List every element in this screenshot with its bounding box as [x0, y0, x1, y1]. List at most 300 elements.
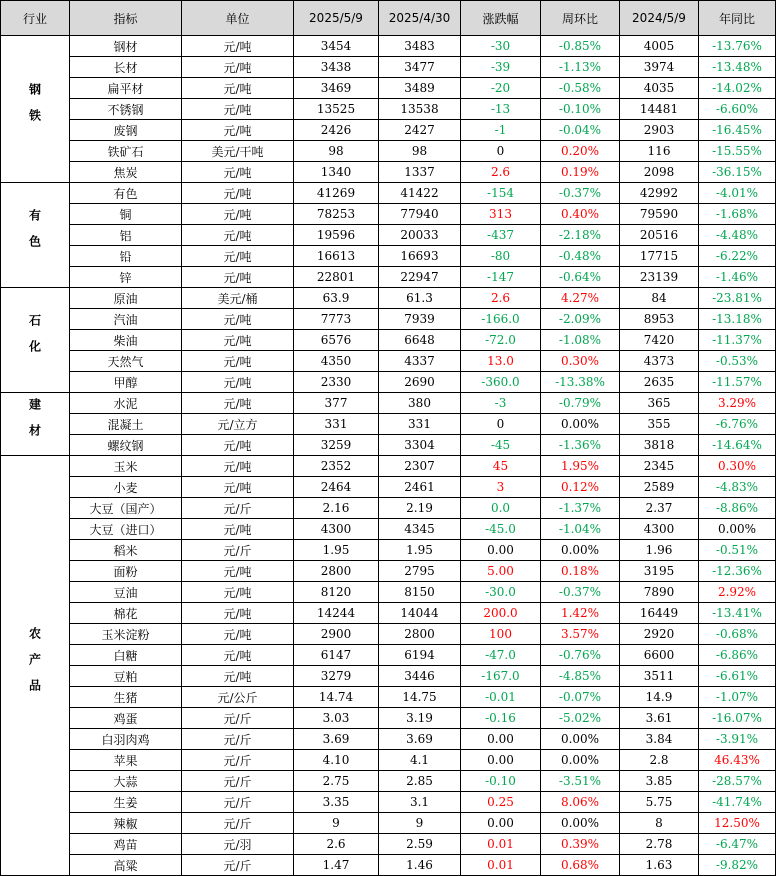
- previous-value-cell: 6194: [379, 645, 461, 666]
- current-value-cell: 13525: [294, 99, 379, 120]
- current-value-cell: 63.9: [294, 288, 379, 309]
- indicator-cell: 混凝土: [70, 414, 182, 435]
- category-cell: 有色: [1, 183, 70, 288]
- previous-value-cell: 2690: [379, 372, 461, 393]
- last-year-value-cell: 3.84: [620, 729, 699, 750]
- previous-value-cell: 6648: [379, 330, 461, 351]
- indicator-cell: 有色: [70, 183, 182, 204]
- current-value-cell: 7773: [294, 309, 379, 330]
- last-year-value-cell: 2.8: [620, 750, 699, 771]
- category-cell: 钢铁: [1, 36, 70, 183]
- indicator-cell: 天然气: [70, 351, 182, 372]
- table-row: [1, 708, 776, 729]
- year-over-year-value-cell: 12.50%: [699, 813, 776, 834]
- unit-cell: 元/吨: [182, 330, 294, 351]
- week-over-week-value-cell: 0.00%: [541, 750, 620, 771]
- change-value-cell: -166.0: [461, 309, 541, 330]
- current-value-cell: 1.95: [294, 540, 379, 561]
- year-over-year-value-cell: -4.48%: [699, 225, 776, 246]
- change-value-cell: -30.0: [461, 582, 541, 603]
- unit-cell: 元/吨: [182, 99, 294, 120]
- week-over-week-value-cell: 0.18%: [541, 561, 620, 582]
- current-value-cell: 4.10: [294, 750, 379, 771]
- previous-value-cell: 380: [379, 393, 461, 414]
- unit-cell: 元/吨: [182, 624, 294, 645]
- indicator-cell: 面粉: [70, 561, 182, 582]
- week-over-week-value-cell: 3.57%: [541, 624, 620, 645]
- indicator-cell: 豆油: [70, 582, 182, 603]
- current-value-cell: 1.47: [294, 855, 379, 876]
- change-value-cell: 0.00: [461, 750, 541, 771]
- change-value-cell: 2.6: [461, 162, 541, 183]
- table-row: [1, 183, 776, 204]
- change-value-cell: -1: [461, 120, 541, 141]
- unit-cell: 元/斤: [182, 771, 294, 792]
- change-value-cell: -437: [461, 225, 541, 246]
- indicator-cell: 鸡蛋: [70, 708, 182, 729]
- unit-cell: 元/吨: [182, 351, 294, 372]
- last-year-value-cell: 23139: [620, 267, 699, 288]
- year-over-year-value-cell: -28.57%: [699, 771, 776, 792]
- change-value-cell: -80: [461, 246, 541, 267]
- last-year-value-cell: 2.78: [620, 834, 699, 855]
- current-value-cell: 4300: [294, 519, 379, 540]
- current-value-cell: 14244: [294, 603, 379, 624]
- change-value-cell: 0.0: [461, 498, 541, 519]
- table-row: [1, 582, 776, 603]
- previous-value-cell: 14.75: [379, 687, 461, 708]
- header-cell-current-date: 2025/5/9: [294, 1, 379, 36]
- week-over-week-value-cell: -1.37%: [541, 498, 620, 519]
- current-value-cell: 6576: [294, 330, 379, 351]
- week-over-week-value-cell: -0.37%: [541, 582, 620, 603]
- indicator-cell: 柴油: [70, 330, 182, 351]
- year-over-year-value-cell: -41.74%: [699, 792, 776, 813]
- unit-cell: 元/吨: [182, 309, 294, 330]
- change-value-cell: 3: [461, 477, 541, 498]
- last-year-value-cell: 2635: [620, 372, 699, 393]
- week-over-week-value-cell: -0.07%: [541, 687, 620, 708]
- header-cell-unit: 单位: [182, 1, 294, 36]
- year-over-year-value-cell: 46.43%: [699, 750, 776, 771]
- year-over-year-value-cell: 3.29%: [699, 393, 776, 414]
- table-row: [1, 477, 776, 498]
- year-over-year-value-cell: 0.00%: [699, 519, 776, 540]
- change-value-cell: -45: [461, 435, 541, 456]
- table-row: [1, 351, 776, 372]
- change-value-cell: -45.0: [461, 519, 541, 540]
- year-over-year-value-cell: -13.76%: [699, 36, 776, 57]
- previous-value-cell: 3483: [379, 36, 461, 57]
- indicator-cell: 玉米淀粉: [70, 624, 182, 645]
- current-value-cell: 19596: [294, 225, 379, 246]
- year-over-year-value-cell: 2.92%: [699, 582, 776, 603]
- unit-cell: 元/吨: [182, 393, 294, 414]
- year-over-year-value-cell: -14.02%: [699, 78, 776, 99]
- last-year-value-cell: 2589: [620, 477, 699, 498]
- unit-cell: 元/吨: [182, 645, 294, 666]
- current-value-cell: 377: [294, 393, 379, 414]
- last-year-value-cell: 116: [620, 141, 699, 162]
- week-over-week-value-cell: -0.04%: [541, 120, 620, 141]
- unit-cell: 元/吨: [182, 582, 294, 603]
- current-value-cell: 2800: [294, 561, 379, 582]
- week-over-week-value-cell: -1.13%: [541, 57, 620, 78]
- change-value-cell: -30: [461, 36, 541, 57]
- table-row: [1, 603, 776, 624]
- indicator-cell: 铁矿石: [70, 141, 182, 162]
- unit-cell: 元/斤: [182, 855, 294, 876]
- previous-value-cell: 7939: [379, 309, 461, 330]
- week-over-week-value-cell: 1.42%: [541, 603, 620, 624]
- current-value-cell: 3454: [294, 36, 379, 57]
- last-year-value-cell: 3818: [620, 435, 699, 456]
- table-row: [1, 519, 776, 540]
- last-year-value-cell: 14.9: [620, 687, 699, 708]
- year-over-year-value-cell: -1.68%: [699, 204, 776, 225]
- previous-value-cell: 13538: [379, 99, 461, 120]
- last-year-value-cell: 42992: [620, 183, 699, 204]
- indicator-cell: 小麦: [70, 477, 182, 498]
- year-over-year-value-cell: 0.30%: [699, 456, 776, 477]
- change-value-cell: 313: [461, 204, 541, 225]
- year-over-year-value-cell: -1.07%: [699, 687, 776, 708]
- last-year-value-cell: 2098: [620, 162, 699, 183]
- previous-value-cell: 2427: [379, 120, 461, 141]
- last-year-value-cell: 16449: [620, 603, 699, 624]
- last-year-value-cell: 1.96: [620, 540, 699, 561]
- change-value-cell: -72.0: [461, 330, 541, 351]
- change-value-cell: 0.25: [461, 792, 541, 813]
- previous-value-cell: 4345: [379, 519, 461, 540]
- previous-value-cell: 1.46: [379, 855, 461, 876]
- week-over-week-value-cell: -5.02%: [541, 708, 620, 729]
- indicator-cell: 生姜: [70, 792, 182, 813]
- indicator-cell: 辣椒: [70, 813, 182, 834]
- indicator-cell: 鸡苗: [70, 834, 182, 855]
- week-over-week-value-cell: -4.85%: [541, 666, 620, 687]
- unit-cell: 元/吨: [182, 372, 294, 393]
- last-year-value-cell: 4035: [620, 78, 699, 99]
- indicator-cell: 大豆（国产）: [70, 498, 182, 519]
- current-value-cell: 16613: [294, 246, 379, 267]
- table-row: [1, 729, 776, 750]
- indicator-cell: 铅: [70, 246, 182, 267]
- last-year-value-cell: 7890: [620, 582, 699, 603]
- table-row: [1, 792, 776, 813]
- previous-value-cell: 2.85: [379, 771, 461, 792]
- week-over-week-value-cell: 4.27%: [541, 288, 620, 309]
- year-over-year-value-cell: -13.18%: [699, 309, 776, 330]
- unit-cell: 元/斤: [182, 792, 294, 813]
- year-over-year-value-cell: -0.51%: [699, 540, 776, 561]
- last-year-value-cell: 3.85: [620, 771, 699, 792]
- week-over-week-value-cell: -1.08%: [541, 330, 620, 351]
- current-value-cell: 2352: [294, 456, 379, 477]
- unit-cell: 元/吨: [182, 183, 294, 204]
- change-value-cell: 13.0: [461, 351, 541, 372]
- week-over-week-value-cell: -0.48%: [541, 246, 620, 267]
- previous-value-cell: 2800: [379, 624, 461, 645]
- category-cell: 石化: [1, 288, 70, 393]
- last-year-value-cell: 3.61: [620, 708, 699, 729]
- last-year-value-cell: 79590: [620, 204, 699, 225]
- week-over-week-value-cell: -0.58%: [541, 78, 620, 99]
- last-year-value-cell: 8: [620, 813, 699, 834]
- change-value-cell: -47.0: [461, 645, 541, 666]
- last-year-value-cell: 4005: [620, 36, 699, 57]
- week-over-week-value-cell: -1.04%: [541, 519, 620, 540]
- current-value-cell: 6147: [294, 645, 379, 666]
- table-row: [1, 225, 776, 246]
- previous-value-cell: 14044: [379, 603, 461, 624]
- table-row: [1, 561, 776, 582]
- unit-cell: 元/吨: [182, 519, 294, 540]
- current-value-cell: 331: [294, 414, 379, 435]
- year-over-year-value-cell: -1.46%: [699, 267, 776, 288]
- current-value-cell: 2.6: [294, 834, 379, 855]
- previous-value-cell: 9: [379, 813, 461, 834]
- indicator-cell: 生猪: [70, 687, 182, 708]
- indicator-cell: 大豆（进口）: [70, 519, 182, 540]
- current-value-cell: 98: [294, 141, 379, 162]
- unit-cell: 元/吨: [182, 603, 294, 624]
- header-cell-last-year-date: 2024/5/9: [620, 1, 699, 36]
- indicator-cell: 原油: [70, 288, 182, 309]
- indicator-cell: 不锈钢: [70, 99, 182, 120]
- week-over-week-value-cell: 0.00%: [541, 813, 620, 834]
- previous-value-cell: 77940: [379, 204, 461, 225]
- previous-value-cell: 22947: [379, 267, 461, 288]
- last-year-value-cell: 3974: [620, 57, 699, 78]
- year-over-year-value-cell: -16.07%: [699, 708, 776, 729]
- last-year-value-cell: 84: [620, 288, 699, 309]
- unit-cell: 元/吨: [182, 225, 294, 246]
- previous-value-cell: 3489: [379, 78, 461, 99]
- last-year-value-cell: 4373: [620, 351, 699, 372]
- table-row: [1, 288, 776, 309]
- unit-cell: 元/斤: [182, 708, 294, 729]
- year-over-year-value-cell: -8.86%: [699, 498, 776, 519]
- indicator-cell: 螺纹钢: [70, 435, 182, 456]
- previous-value-cell: 3446: [379, 666, 461, 687]
- last-year-value-cell: 2920: [620, 624, 699, 645]
- week-over-week-value-cell: -0.37%: [541, 183, 620, 204]
- week-over-week-value-cell: -0.79%: [541, 393, 620, 414]
- current-value-cell: 2464: [294, 477, 379, 498]
- unit-cell: 美元/干吨: [182, 141, 294, 162]
- unit-cell: 元/吨: [182, 477, 294, 498]
- category-cell: 建材: [1, 393, 70, 456]
- week-over-week-value-cell: 0.39%: [541, 834, 620, 855]
- change-value-cell: 0: [461, 414, 541, 435]
- year-over-year-value-cell: -9.82%: [699, 855, 776, 876]
- unit-cell: 元/斤: [182, 813, 294, 834]
- table-row: [1, 624, 776, 645]
- indicator-cell: 扁平材: [70, 78, 182, 99]
- indicator-cell: 锌: [70, 267, 182, 288]
- table-row: [1, 666, 776, 687]
- change-value-cell: -13: [461, 99, 541, 120]
- previous-value-cell: 3.19: [379, 708, 461, 729]
- previous-value-cell: 4337: [379, 351, 461, 372]
- current-value-cell: 3.35: [294, 792, 379, 813]
- current-value-cell: 14.74: [294, 687, 379, 708]
- week-over-week-value-cell: 0.00%: [541, 729, 620, 750]
- table-row: [1, 687, 776, 708]
- change-value-cell: -154: [461, 183, 541, 204]
- last-year-value-cell: 5.75: [620, 792, 699, 813]
- change-value-cell: -39: [461, 57, 541, 78]
- current-value-cell: 3.69: [294, 729, 379, 750]
- change-value-cell: 0: [461, 141, 541, 162]
- indicator-cell: 汽油: [70, 309, 182, 330]
- last-year-value-cell: 4300: [620, 519, 699, 540]
- year-over-year-value-cell: -6.47%: [699, 834, 776, 855]
- unit-cell: 美元/桶: [182, 288, 294, 309]
- previous-value-cell: 1337: [379, 162, 461, 183]
- unit-cell: 元/吨: [182, 561, 294, 582]
- year-over-year-value-cell: -11.57%: [699, 372, 776, 393]
- previous-value-cell: 2461: [379, 477, 461, 498]
- week-over-week-value-cell: -2.18%: [541, 225, 620, 246]
- indicator-cell: 焦炭: [70, 162, 182, 183]
- indicator-cell: 水泥: [70, 393, 182, 414]
- unit-cell: 元/吨: [182, 246, 294, 267]
- year-over-year-value-cell: -16.45%: [699, 120, 776, 141]
- change-value-cell: 0.00: [461, 813, 541, 834]
- previous-value-cell: 98: [379, 141, 461, 162]
- week-over-week-value-cell: -3.51%: [541, 771, 620, 792]
- indicator-cell: 铜: [70, 204, 182, 225]
- indicator-cell: 棉花: [70, 603, 182, 624]
- unit-cell: 元/羽: [182, 834, 294, 855]
- year-over-year-value-cell: -14.64%: [699, 435, 776, 456]
- year-over-year-value-cell: -15.55%: [699, 141, 776, 162]
- last-year-value-cell: 14481: [620, 99, 699, 120]
- current-value-cell: 4350: [294, 351, 379, 372]
- last-year-value-cell: 20516: [620, 225, 699, 246]
- change-value-cell: -147: [461, 267, 541, 288]
- year-over-year-value-cell: -13.41%: [699, 603, 776, 624]
- change-value-cell: -3: [461, 393, 541, 414]
- category-cell: 农产品: [1, 456, 70, 876]
- previous-value-cell: 41422: [379, 183, 461, 204]
- previous-value-cell: 16693: [379, 246, 461, 267]
- previous-value-cell: 2.59: [379, 834, 461, 855]
- change-value-cell: 45: [461, 456, 541, 477]
- unit-cell: 元/斤: [182, 498, 294, 519]
- table-row: [1, 771, 776, 792]
- current-value-cell: 9: [294, 813, 379, 834]
- table-row: [1, 99, 776, 120]
- indicator-cell: 甲醇: [70, 372, 182, 393]
- last-year-value-cell: 3195: [620, 561, 699, 582]
- table-row: [1, 330, 776, 351]
- last-year-value-cell: 355: [620, 414, 699, 435]
- previous-value-cell: 3304: [379, 435, 461, 456]
- unit-cell: 元/吨: [182, 36, 294, 57]
- last-year-value-cell: 365: [620, 393, 699, 414]
- year-over-year-value-cell: -6.60%: [699, 99, 776, 120]
- current-value-cell: 3469: [294, 78, 379, 99]
- previous-value-cell: 4.1: [379, 750, 461, 771]
- year-over-year-value-cell: -36.15%: [699, 162, 776, 183]
- current-value-cell: 78253: [294, 204, 379, 225]
- unit-cell: 元/吨: [182, 120, 294, 141]
- table-row: [1, 57, 776, 78]
- previous-value-cell: 8150: [379, 582, 461, 603]
- year-over-year-value-cell: -6.22%: [699, 246, 776, 267]
- year-over-year-value-cell: -6.76%: [699, 414, 776, 435]
- change-value-cell: 0.01: [461, 834, 541, 855]
- previous-value-cell: 2307: [379, 456, 461, 477]
- last-year-value-cell: 2903: [620, 120, 699, 141]
- week-over-week-value-cell: -0.10%: [541, 99, 620, 120]
- change-value-cell: 100: [461, 624, 541, 645]
- year-over-year-value-cell: -12.36%: [699, 561, 776, 582]
- table-row: [1, 246, 776, 267]
- current-value-cell: 2426: [294, 120, 379, 141]
- table-row: [1, 162, 776, 183]
- last-year-value-cell: 1.63: [620, 855, 699, 876]
- unit-cell: 元/吨: [182, 162, 294, 183]
- year-over-year-value-cell: -0.53%: [699, 351, 776, 372]
- week-over-week-value-cell: -0.85%: [541, 36, 620, 57]
- week-over-week-value-cell: -0.64%: [541, 267, 620, 288]
- header-cell-previous-date: 2025/4/30: [379, 1, 461, 36]
- table-body: [1, 36, 776, 876]
- week-over-week-value-cell: 1.95%: [541, 456, 620, 477]
- current-value-cell: 3279: [294, 666, 379, 687]
- change-value-cell: -167.0: [461, 666, 541, 687]
- year-over-year-value-cell: -11.37%: [699, 330, 776, 351]
- current-value-cell: 3259: [294, 435, 379, 456]
- indicator-cell: 白糖: [70, 645, 182, 666]
- last-year-value-cell: 6600: [620, 645, 699, 666]
- table-row: [1, 204, 776, 225]
- unit-cell: 元/斤: [182, 729, 294, 750]
- indicator-cell: 玉米: [70, 456, 182, 477]
- table-row: [1, 834, 776, 855]
- unit-cell: 元/吨: [182, 57, 294, 78]
- indicator-cell: 钢材: [70, 36, 182, 57]
- last-year-value-cell: 8953: [620, 309, 699, 330]
- unit-cell: 元/吨: [182, 435, 294, 456]
- header-row: [1, 1, 776, 36]
- week-over-week-value-cell: 0.68%: [541, 855, 620, 876]
- current-value-cell: 8120: [294, 582, 379, 603]
- week-over-week-value-cell: -1.36%: [541, 435, 620, 456]
- unit-cell: 元/斤: [182, 750, 294, 771]
- table-row: [1, 78, 776, 99]
- change-value-cell: -20: [461, 78, 541, 99]
- current-value-cell: 41269: [294, 183, 379, 204]
- change-value-cell: -0.01: [461, 687, 541, 708]
- year-over-year-value-cell: -4.01%: [699, 183, 776, 204]
- table-row: [1, 309, 776, 330]
- last-year-value-cell: 3511: [620, 666, 699, 687]
- table-row: [1, 267, 776, 288]
- previous-value-cell: 3.69: [379, 729, 461, 750]
- change-value-cell: 200.0: [461, 603, 541, 624]
- week-over-week-value-cell: 0.00%: [541, 414, 620, 435]
- table-row: [1, 456, 776, 477]
- previous-value-cell: 20033: [379, 225, 461, 246]
- change-value-cell: 0.00: [461, 540, 541, 561]
- previous-value-cell: 3477: [379, 57, 461, 78]
- indicator-cell: 大蒜: [70, 771, 182, 792]
